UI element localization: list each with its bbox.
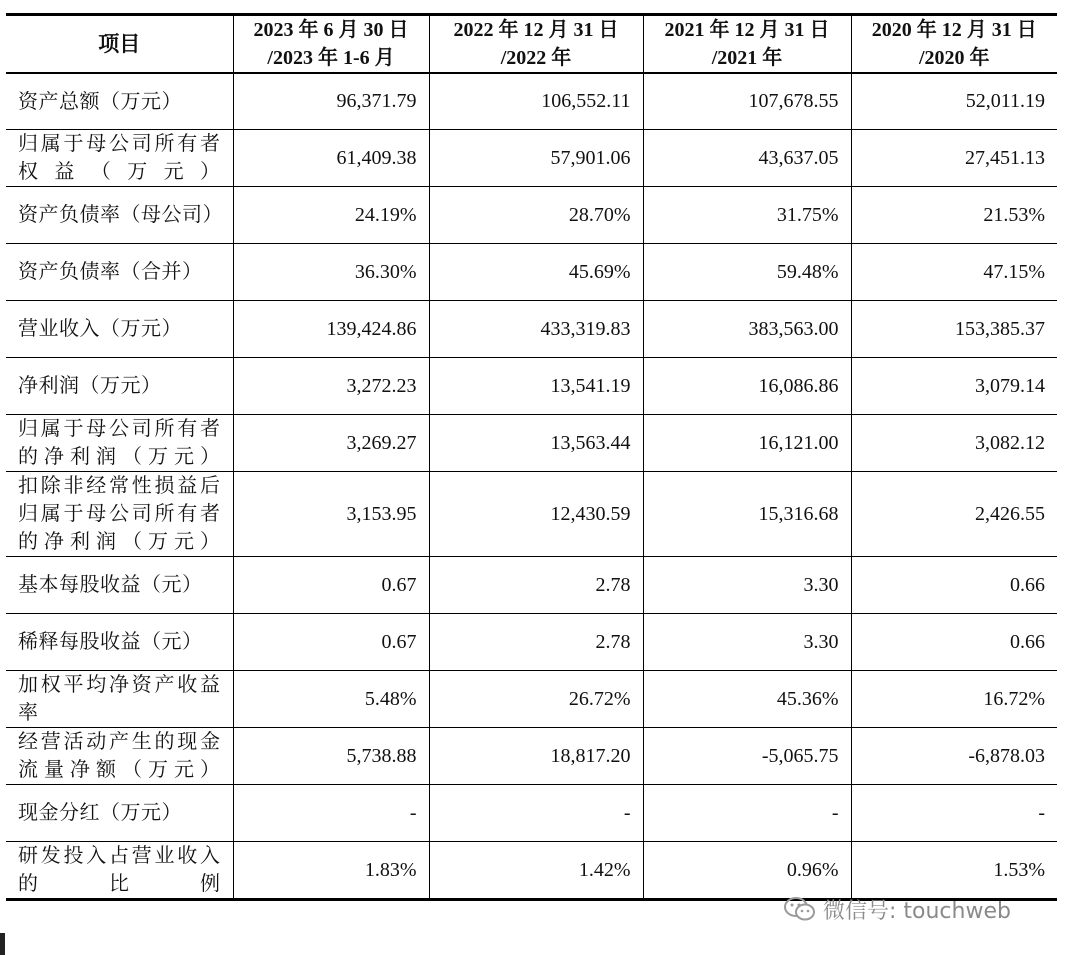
cell-value: 18,817.20 — [429, 728, 643, 785]
cell-value: 21.53% — [851, 187, 1057, 244]
table-row — [6, 130, 1057, 187]
cell-value: 45.36% — [643, 671, 851, 728]
cell-value: 43,637.05 — [643, 130, 851, 187]
table-row — [6, 671, 1057, 728]
header-2022-line1: 2022 年 12 月 31 日 — [453, 19, 619, 41]
row-label: 营业收入（万元） — [6, 301, 233, 358]
row-label: 净利润（万元） — [6, 358, 233, 415]
cell-value: 15,316.68 — [643, 472, 851, 557]
header-2023h1-line2: /2023 年 1-6 月 — [267, 47, 395, 69]
header-2023h1-line1: 2023 年 6 月 30 日 — [253, 19, 409, 41]
cell-value: 13,541.19 — [429, 358, 643, 415]
cell-value: 5.48% — [233, 671, 429, 728]
row-label: 资产负债率（合并） — [6, 244, 233, 301]
row-label: 研发投入占营业收入的比例 — [6, 842, 233, 900]
cell-value: 383,563.00 — [643, 301, 851, 358]
cell-value: 433,319.83 — [429, 301, 643, 358]
table-row — [6, 472, 1057, 557]
cell-value: 2.78 — [429, 557, 643, 614]
table-row — [6, 73, 1057, 130]
table-row — [6, 358, 1057, 415]
cell-value: 24.19% — [233, 187, 429, 244]
table-header — [6, 15, 1057, 74]
cell-value: 12,430.59 — [429, 472, 643, 557]
cell-value: - — [429, 785, 643, 842]
cell-value: 96,371.79 — [233, 73, 429, 130]
cell-value: 47.15% — [851, 244, 1057, 301]
table-row — [6, 614, 1057, 671]
cell-value: 2.78 — [429, 614, 643, 671]
table-row — [6, 785, 1057, 842]
table-row — [6, 301, 1057, 358]
table-row — [6, 244, 1057, 301]
cell-value: 57,901.06 — [429, 130, 643, 187]
cell-value: 107,678.55 — [643, 73, 851, 130]
row-label: 扣除非经常性损益后归属于母公司所有者的净利润（万元） — [6, 472, 233, 557]
cell-value: 45.69% — [429, 244, 643, 301]
table-row — [6, 557, 1057, 614]
cell-value: 3,272.23 — [233, 358, 429, 415]
cell-value: - — [851, 785, 1057, 842]
header-2022-line2: /2022 年 — [500, 47, 572, 69]
table-body — [6, 73, 1057, 900]
wechat-watermark — [783, 893, 1011, 925]
cell-value: 26.72% — [429, 671, 643, 728]
row-label: 归属于母公司所有者的净利润（万元） — [6, 415, 233, 472]
header-item — [6, 15, 233, 74]
cell-value: 13,563.44 — [429, 415, 643, 472]
row-label: 归属于母公司所有者权益（万元） — [6, 130, 233, 187]
wechat-icon — [783, 896, 817, 922]
cell-value: 1.42% — [429, 842, 643, 900]
row-label: 资产负债率（母公司） — [6, 187, 233, 244]
cell-value: 0.67 — [233, 614, 429, 671]
financial-summary-table — [6, 13, 1057, 901]
cell-value: 61,409.38 — [233, 130, 429, 187]
header-2020-line1: 2020 年 12 月 31 日 — [871, 19, 1037, 41]
header-2022 — [429, 15, 643, 74]
header-item-label: 项目 — [98, 32, 141, 56]
cell-value: 0.96% — [643, 842, 851, 900]
cell-value: - — [643, 785, 851, 842]
cell-value: 31.75% — [643, 187, 851, 244]
cell-value: 3,079.14 — [851, 358, 1057, 415]
row-label: 加权平均净资产收益率 — [6, 671, 233, 728]
cell-value: 153,385.37 — [851, 301, 1057, 358]
cell-value: 0.66 — [851, 557, 1057, 614]
cell-value: 5,738.88 — [233, 728, 429, 785]
row-label: 资产总额（万元） — [6, 73, 233, 130]
cell-value: 59.48% — [643, 244, 851, 301]
header-2021 — [643, 15, 851, 74]
cell-value: 36.30% — [233, 244, 429, 301]
table-row — [6, 415, 1057, 472]
table-row — [6, 728, 1057, 785]
row-label: 经营活动产生的现金流量净额（万元） — [6, 728, 233, 785]
cell-value: - — [233, 785, 429, 842]
cell-value: 3.30 — [643, 614, 851, 671]
table-row — [6, 187, 1057, 244]
cell-value: 139,424.86 — [233, 301, 429, 358]
cell-value: -6,878.03 — [851, 728, 1057, 785]
row-label: 稀释每股收益（元） — [6, 614, 233, 671]
cell-value: 1.83% — [233, 842, 429, 900]
cell-value: 3,153.95 — [233, 472, 429, 557]
cell-value: 2,426.55 — [851, 472, 1057, 557]
watermark-text: 微信号: touchweb — [823, 898, 1011, 924]
cell-value: 16.72% — [851, 671, 1057, 728]
header-2021-line2: /2021 年 — [711, 47, 783, 69]
table-row — [6, 842, 1057, 900]
header-2023h1 — [233, 15, 429, 74]
header-2020-line2: /2020 年 — [918, 47, 990, 69]
cell-value: 27,451.13 — [851, 130, 1057, 187]
cell-value: 106,552.11 — [429, 73, 643, 130]
header-2021-line1: 2021 年 12 月 31 日 — [664, 19, 830, 41]
header-2020 — [851, 15, 1057, 74]
cell-value: 1.53% — [851, 842, 1057, 900]
cell-value: 0.67 — [233, 557, 429, 614]
cell-value: 3.30 — [643, 557, 851, 614]
row-label: 基本每股收益（元） — [6, 557, 233, 614]
cell-value: 3,082.12 — [851, 415, 1057, 472]
cell-value: 3,269.27 — [233, 415, 429, 472]
cell-value: 52,011.19 — [851, 73, 1057, 130]
cell-value: 28.70% — [429, 187, 643, 244]
cell-value: 16,086.86 — [643, 358, 851, 415]
cell-value: 0.66 — [851, 614, 1057, 671]
cell-value: -5,065.75 — [643, 728, 851, 785]
corner-mark — [0, 933, 5, 955]
row-label: 现金分红（万元） — [6, 785, 233, 842]
cell-value: 16,121.00 — [643, 415, 851, 472]
